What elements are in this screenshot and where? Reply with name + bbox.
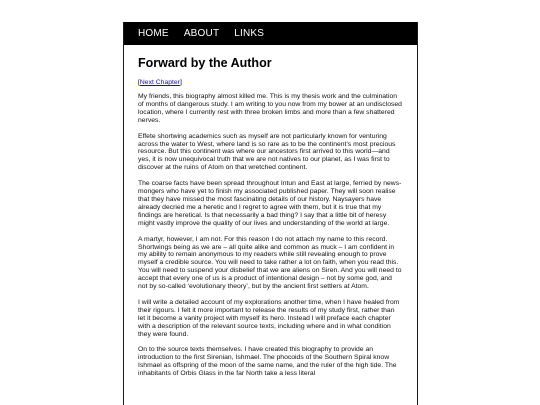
paragraph-1: My friends, this biography almost killed me. This is my thesis work and the culmination of months of dangerous study. I am writing to you now from my bower at an undisclosed location, where I currently rest with three broken limbs and more than a few shattered nerves. (138, 93, 402, 124)
nav-home-link[interactable]: HOME (138, 28, 169, 39)
page-container (123, 22, 418, 405)
bracket-close: ] (179, 79, 182, 86)
paragraph-5: I will write a detailed account of my explorations another time, when I have healed from their rigours. I felt it more important to release the results of my study first, rather than let it become a vanity project with myself its hero. Instead I will preface each chapter with a description of the relevant source texts, including where and in what condition they were found. (138, 298, 400, 338)
page-title: Forward by the Author (138, 56, 272, 70)
paragraph-2: Effete shortwing academics such as myself are not particularly known for venturing across the water to West, where land is so rare as to be the continent’s most precious resource. But this continent was where our ancestors first arrived to this world—and yes, it is now unequivocal truth that we are not natives to our planet, as I was first to discover at the ruins of Atom on that wretched continent. (138, 132, 396, 172)
next-chapter-line (138, 79, 403, 86)
main-content (124, 45, 417, 378)
nav-links-link[interactable]: LINKS (234, 28, 265, 39)
top-nav (124, 22, 417, 45)
next-chapter-link[interactable]: Next Chapter (139, 79, 180, 86)
paragraph-3: The coarse facts have been spread throughout Intun and East at large, ferried by news-mongers who have yet to finish my associated published paper. They will soon realise that they have missed the most fascinating details of our history. Naysayers have already decried me a heretic and I regret to agree with them, but it is true that my findings are heretical. Is that necessarily a bad thing? I say that a little bit of heresy might vastly improve the quality of our lives and understanding of the world at large. (138, 180, 402, 227)
paragraph-4: A martyr, however, I am not. For this reason I do not attach my name to this record. Shortwings being as we are – all quite alike and common as muck – I am confident in my ability to remain anonymous to my readers while still revealing enough to prove myself a credible source. You will need to take rather a lot on faith, when you read this. You will need to suspend your disbelief that we are aliens on Siren. And you will need to accept that every one of us is a product of intentional design – not by some god, and not by so-called ‘evolutionary theory’, but by the ancient first settlers at Atom. (138, 235, 402, 291)
paragraph-6: On to the source texts themselves. I have created this biography to provide an introduction to the first Sirenian, Ishmael. The phocoids of the Southern Spiral know Ishmael as offspring of the moon of the same name, and the ruler of the high tide. The inhabitants of Orbis Glass in the far North take a less literal (138, 346, 397, 378)
nav-about-link[interactable]: ABOUT (183, 28, 220, 39)
bracket-open: [ (138, 79, 140, 86)
